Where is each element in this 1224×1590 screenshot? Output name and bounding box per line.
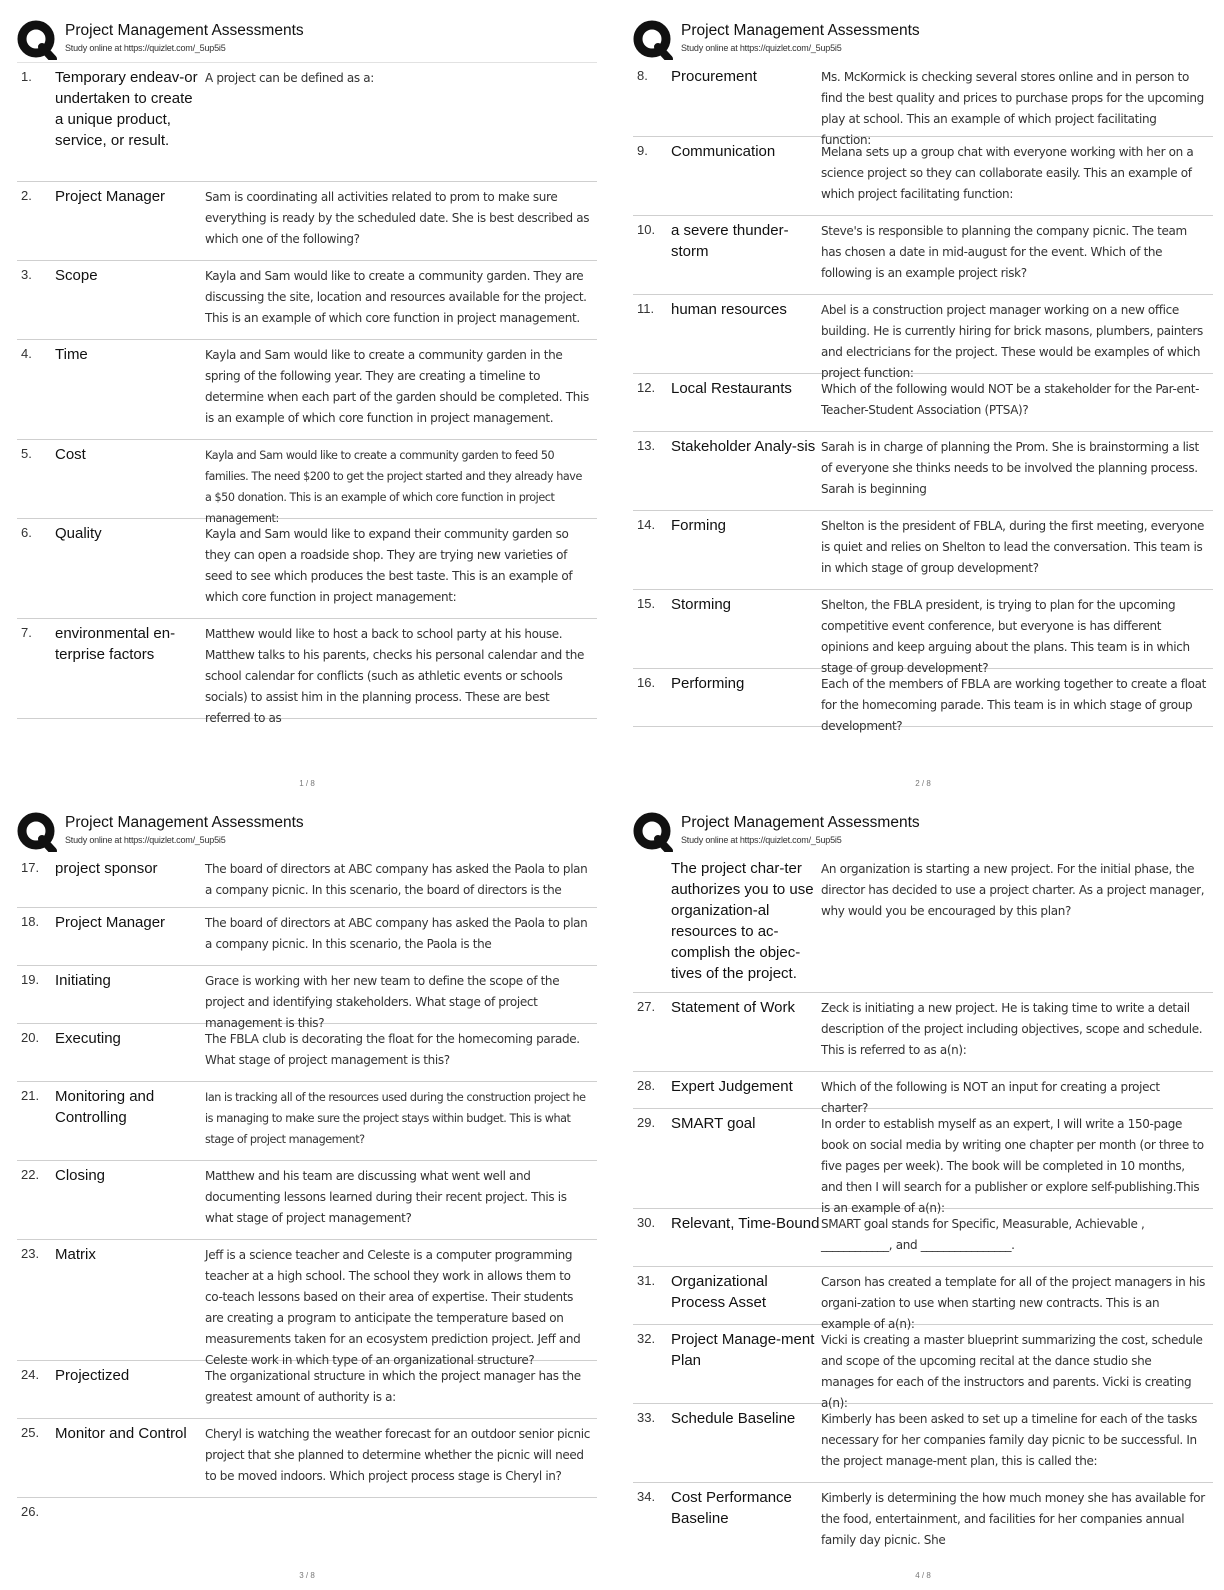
flashcard-row xyxy=(17,1024,597,1082)
row-number: 25. xyxy=(21,1425,40,1440)
flashcard-row xyxy=(17,619,597,725)
row-definition: Matthew would like to host a back to school party at his house. Matthew talks to his parents, checks his personal calendar and the school calendar for conflicts (such as athletic events or schools socials) to assist him in the planning process. These are best referred to as xyxy=(205,627,585,725)
page-title: Project Management Assessments xyxy=(681,22,920,39)
flashcard-row xyxy=(17,854,597,908)
row-number: 26. xyxy=(21,1504,40,1519)
row-term: Monitoring and Controlling xyxy=(55,1088,155,1126)
flashcard-row xyxy=(17,519,597,619)
flashcard-row xyxy=(17,1082,597,1161)
row-definition: Which of the following would NOT be a stakeholder for the Par-ent-Teacher-Student Association (PTSA)? xyxy=(821,382,1200,417)
flashcard-row xyxy=(633,993,1213,1072)
flashcard-row xyxy=(633,1072,1213,1115)
row-definition: Zeck is initiating a new project. He is taking time to write a detail description of the project including objectives, scope and schedule. This is referred to as a(n): xyxy=(821,1001,1203,1057)
flashcard-row xyxy=(17,1361,597,1419)
row-number: 20. xyxy=(21,1030,40,1045)
row-number: 16. xyxy=(637,675,656,690)
row-number: 3. xyxy=(21,267,32,282)
row-number: 31. xyxy=(637,1273,656,1288)
row-definition: Vicki is creating a master blueprint summarizing the cost, schedule and scope of the upcoming recital at the dance studio she manages for each of the instructors and parents. Vicki is creating a(n): xyxy=(821,1333,1203,1410)
flashcard-row xyxy=(17,440,597,525)
row-term: Project Manager xyxy=(55,188,166,205)
row-number: 7. xyxy=(21,625,32,640)
page-number: 4 / 8 xyxy=(915,1571,931,1580)
page-subtitle: Study online at https://quizlet.com/_5up5i5 xyxy=(65,43,226,53)
page-subtitle: Study online at https://quizlet.com/_5up5i5 xyxy=(65,835,226,845)
page-1 xyxy=(17,18,597,798)
row-definition: Ian is tracking all of the resources used during the construction project he is managing to make sure the project stays within budget. This is what stage of project management? xyxy=(205,1091,586,1146)
quizlet-q-logo-icon xyxy=(17,20,57,60)
flashcard-row xyxy=(633,1404,1213,1483)
row-term: Temporary endeav-or undertaken to create a unique product, service, or result. xyxy=(55,69,198,149)
flashcard-row xyxy=(633,62,1213,147)
row-definition: Each of the members of FBLA are working together to create a float for the homecoming parade. This team is in which stage of group development? xyxy=(821,677,1207,733)
flashcard-row xyxy=(17,1498,597,1538)
row-number: 6. xyxy=(21,525,32,540)
page-number: 1 / 8 xyxy=(299,779,315,788)
page-title: Project Management Assessments xyxy=(65,22,304,39)
page-2 xyxy=(633,18,1213,798)
row-definition: Kimberly has been asked to set up a timeline for each of the tasks necessary for her companies family day picnic to be successful. In the project manage-ment plan, this is called the: xyxy=(821,1412,1198,1468)
page-title: Project Management Assessments xyxy=(681,814,920,831)
page-header xyxy=(17,810,597,854)
row-term: Forming xyxy=(671,517,727,534)
flashcard-row xyxy=(633,511,1213,590)
row-term: Cost Performance Baseline xyxy=(671,1489,792,1527)
flashcard-list xyxy=(17,854,597,1538)
row-number: 5. xyxy=(21,446,32,461)
row-definition: Kayla and Sam would like to create a community garden. They are discussing the site, location and resources available for the project. This is an example of which core function in project management. xyxy=(205,269,587,325)
flashcard-row xyxy=(633,432,1213,511)
row-number: 22. xyxy=(21,1167,40,1182)
row-term: Statement of Work xyxy=(671,999,795,1016)
row-definition: The organizational structure in which the project manager has the greatest amount of authority is a: xyxy=(205,1369,581,1404)
row-number: 9. xyxy=(637,143,648,158)
row-number: 18. xyxy=(21,914,40,929)
row-definition: Ms. McKormick is checking several stores online and in person to find the best quality and prices to purchase props for the upcoming play at school. This an example of which project facilitating function: xyxy=(821,70,1204,147)
row-number: 2. xyxy=(21,188,32,203)
row-term: a severe thunder-storm xyxy=(671,222,789,260)
flashcard-row xyxy=(633,669,1213,733)
row-number xyxy=(633,854,671,992)
flashcard-list xyxy=(633,854,1213,1547)
page-title: Project Management Assessments xyxy=(65,814,304,831)
flashcard-row xyxy=(17,1419,597,1498)
row-term: Relevant, Time-Bound xyxy=(671,1215,820,1232)
row-term: human resources xyxy=(671,301,787,318)
row-term: project sponsor xyxy=(55,860,158,877)
quizlet-q-logo-icon xyxy=(633,20,673,60)
page-number: 3 / 8 xyxy=(299,1571,315,1580)
flashcard-row xyxy=(633,1267,1213,1331)
flashcard-row xyxy=(17,182,597,261)
row-term: Stakeholder Analy-sis xyxy=(671,438,816,455)
row-term: Communication xyxy=(671,143,776,160)
row-definition: Matthew and his team are discussing what went well and documenting lessons learned during their recent project. This is what stage of project management? xyxy=(205,1169,567,1225)
row-definition: Sarah is in charge of planning the Prom. She is brainstorming a list of everyone she thinks needs to be involved the planning process. Sarah is beginning xyxy=(821,440,1199,496)
row-number: 29. xyxy=(637,1115,656,1130)
row-term: Projectized xyxy=(55,1367,130,1384)
row-number: 23. xyxy=(21,1246,40,1261)
flashcard-row xyxy=(17,261,597,340)
row-definition: The board of directors at ABC company has asked the Paola to plan a company picnic. In this scenario, the board of directors is the xyxy=(205,862,588,897)
row-term: Organizational Process Asset xyxy=(671,1273,768,1311)
flashcard-list xyxy=(17,62,597,725)
row-term: Monitor and Control xyxy=(55,1425,187,1442)
flashcard-row xyxy=(17,340,597,440)
row-definition xyxy=(205,1498,597,1538)
flashcard-row xyxy=(633,1109,1213,1215)
flashcard-row xyxy=(633,295,1213,380)
flashcard-row xyxy=(633,374,1213,432)
quizlet-q-logo-icon xyxy=(633,812,673,852)
row-number: 8. xyxy=(637,68,648,83)
flashcard-list xyxy=(633,62,1213,733)
row-term: SMART goal xyxy=(671,1115,756,1132)
flashcard-row xyxy=(17,1240,597,1367)
page-3 xyxy=(17,810,597,1590)
row-term: Executing xyxy=(55,1030,121,1047)
row-definition: SMART goal stands for Specific, Measurable, Achievable , ____________, and ________________. xyxy=(821,1217,1145,1252)
flashcard-row xyxy=(633,854,1213,993)
row-definition: Shelton is the president of FBLA, during the first meeting, everyone is quiet and relies on Shelton to lead the conversation. This team is in which stage of group development? xyxy=(821,519,1205,575)
row-number: 13. xyxy=(637,438,656,453)
row-term: environmental en-terprise factors xyxy=(55,625,176,663)
row-term: The project char-ter authorizes you to use organization-al resources to ac-complish the objec-tives of the project. xyxy=(671,860,814,982)
row-number: 10. xyxy=(637,222,656,237)
row-definition: Carson has created a template for all of the project managers in his organi-zation to use when starting new contracts. This is an example of a(n): xyxy=(821,1275,1206,1331)
row-term: Closing xyxy=(55,1167,106,1184)
row-definition: In order to establish myself as an expert, I will write a 150-page book on social media by writing one chapter per month (or three to five pages per week). The book will be completed in 10 months, and then I will search for a publisher or explore self-publishing.This is an example of a(n): xyxy=(821,1117,1204,1215)
row-term: Performing xyxy=(671,675,745,692)
flashcard-row xyxy=(17,62,597,182)
row-term: Cost xyxy=(55,446,86,463)
row-number: 17. xyxy=(21,860,40,875)
flashcard-row xyxy=(17,1161,597,1240)
row-term: Schedule Baseline xyxy=(671,1410,796,1427)
row-number: 11. xyxy=(637,301,655,316)
row-definition: Steve's is responsible to planning the company picnic. The team has chosen a date in mid-august for the event. Which of the following is an example project risk? xyxy=(821,224,1187,280)
row-definition: Which of the following is NOT an input for creating a project charter? xyxy=(821,1080,1160,1115)
row-term: Initiating xyxy=(55,972,111,989)
row-number: 27. xyxy=(637,999,656,1014)
row-definition: A project can be defined as a: xyxy=(205,71,374,85)
row-number: 32. xyxy=(637,1331,656,1346)
row-definition: Kayla and Sam would like to create a community garden in the spring of the following year. They are creating a timeline to determine when each part of the garden should be completed. This is an example of which core function in project management. xyxy=(205,348,589,425)
flashcard-row xyxy=(633,1483,1213,1547)
flashcard-row xyxy=(633,137,1213,216)
row-number: 12. xyxy=(637,380,656,395)
row-term xyxy=(55,1498,205,1538)
row-number: 14. xyxy=(637,517,656,532)
row-definition: Abel is a construction project manager working on a new office building. He is currently hiring for brick masons, plumbers, painters and electricians for the project. These would be examples of which project function: xyxy=(821,303,1203,380)
page-header xyxy=(17,18,597,62)
row-term: Time xyxy=(55,346,88,363)
row-number: 4. xyxy=(21,346,32,361)
row-term: Matrix xyxy=(55,1246,96,1263)
page-header xyxy=(633,810,1213,854)
row-number: 19. xyxy=(21,972,40,987)
quizlet-q-logo-icon xyxy=(17,812,57,852)
row-term: Project Manage-ment Plan xyxy=(671,1331,815,1369)
row-definition: An organization is starting a new project. For the initial phase, the director has decided to use a project charter. As a project manager, why would you be encouraged by this plan? xyxy=(821,862,1205,918)
row-number: 34. xyxy=(637,1489,656,1504)
row-number: 28. xyxy=(637,1078,656,1093)
page-subtitle: Study online at https://quizlet.com/_5up5i5 xyxy=(681,835,842,845)
row-definition: Grace is working with her new team to define the scope of the project and identifying stakeholders. What stage of project management is this? xyxy=(205,974,560,1030)
row-term: Storming xyxy=(671,596,732,613)
row-term: Procurement xyxy=(671,68,757,85)
page-number: 2 / 8 xyxy=(915,779,931,788)
row-term: Local Restaurants xyxy=(671,380,792,397)
flashcard-row xyxy=(633,1325,1213,1410)
flashcard-row xyxy=(17,908,597,966)
row-definition: Melana sets up a group chat with everyone working with her on a science project so they can collaborate easily. This an example of which project facilitating function: xyxy=(821,145,1194,201)
flashcard-row xyxy=(633,590,1213,675)
row-definition: Shelton, the FBLA president, is trying to plan for the upcoming competitive event conference, but everyone is has different opinions and keep arguing about the plans. This team is in which stage of group development? xyxy=(821,598,1190,675)
flashcard-row xyxy=(633,1209,1213,1267)
row-definition: The board of directors at ABC company has asked the Paola to plan a company picnic. In this scenario, the Paola is the xyxy=(205,916,588,951)
row-number: 15. xyxy=(637,596,656,611)
row-term: Quality xyxy=(55,525,102,542)
flashcard-row xyxy=(633,216,1213,295)
row-term: Scope xyxy=(55,267,98,284)
flashcard-row xyxy=(17,966,597,1030)
row-term: Expert Judgement xyxy=(671,1078,793,1095)
row-number: 33. xyxy=(637,1410,656,1425)
row-number: 1. xyxy=(21,69,32,84)
row-term: Project Manager xyxy=(55,914,166,931)
page-4 xyxy=(633,810,1213,1590)
page-subtitle: Study online at https://quizlet.com/_5up5i5 xyxy=(681,43,842,53)
row-definition: Kayla and Sam would like to create a community garden to feed 50 families. The need $200 to get the project started and they already have a $50 donation. This is an example of which core function in project management: xyxy=(205,449,582,525)
row-definition: Kimberly is determining the how much money she has available for the food, entertainment, and facilities for her companies annual family day picnic. She xyxy=(821,1491,1205,1547)
page-header xyxy=(633,18,1213,62)
row-definition: Cheryl is watching the weather forecast for an outdoor senior picnic project that she planned to determine whether the picnic will need to be moved indoors. Which project process stage is Cheryl in? xyxy=(205,1427,590,1483)
row-definition: Kayla and Sam would like to expand their community garden so they can open a roadside shop. They are trying new varieties of seed to see which produces the best taste. This is an example of which core function in project management: xyxy=(205,527,573,604)
row-number: 30. xyxy=(637,1215,656,1230)
row-number: 24. xyxy=(21,1367,40,1382)
row-definition: The FBLA club is decorating the float for the homecoming parade. What stage of project management is this? xyxy=(205,1032,580,1067)
row-number: 21. xyxy=(21,1088,40,1103)
row-definition: Sam is coordinating all activities related to prom to make sure everything is ready by the scheduled date. She is best described as which one of the following? xyxy=(205,190,590,246)
row-definition: Jeff is a science teacher and Celeste is a computer programming teacher at a high school. The school they work in allows them to co-teach lessons based on their area of expertise. Their students are creating a program to anticipate the temperature based on measurements taken for an ecosystem prediction project. Jeff and Celeste work in which type of an organizational structure? xyxy=(205,1248,581,1367)
